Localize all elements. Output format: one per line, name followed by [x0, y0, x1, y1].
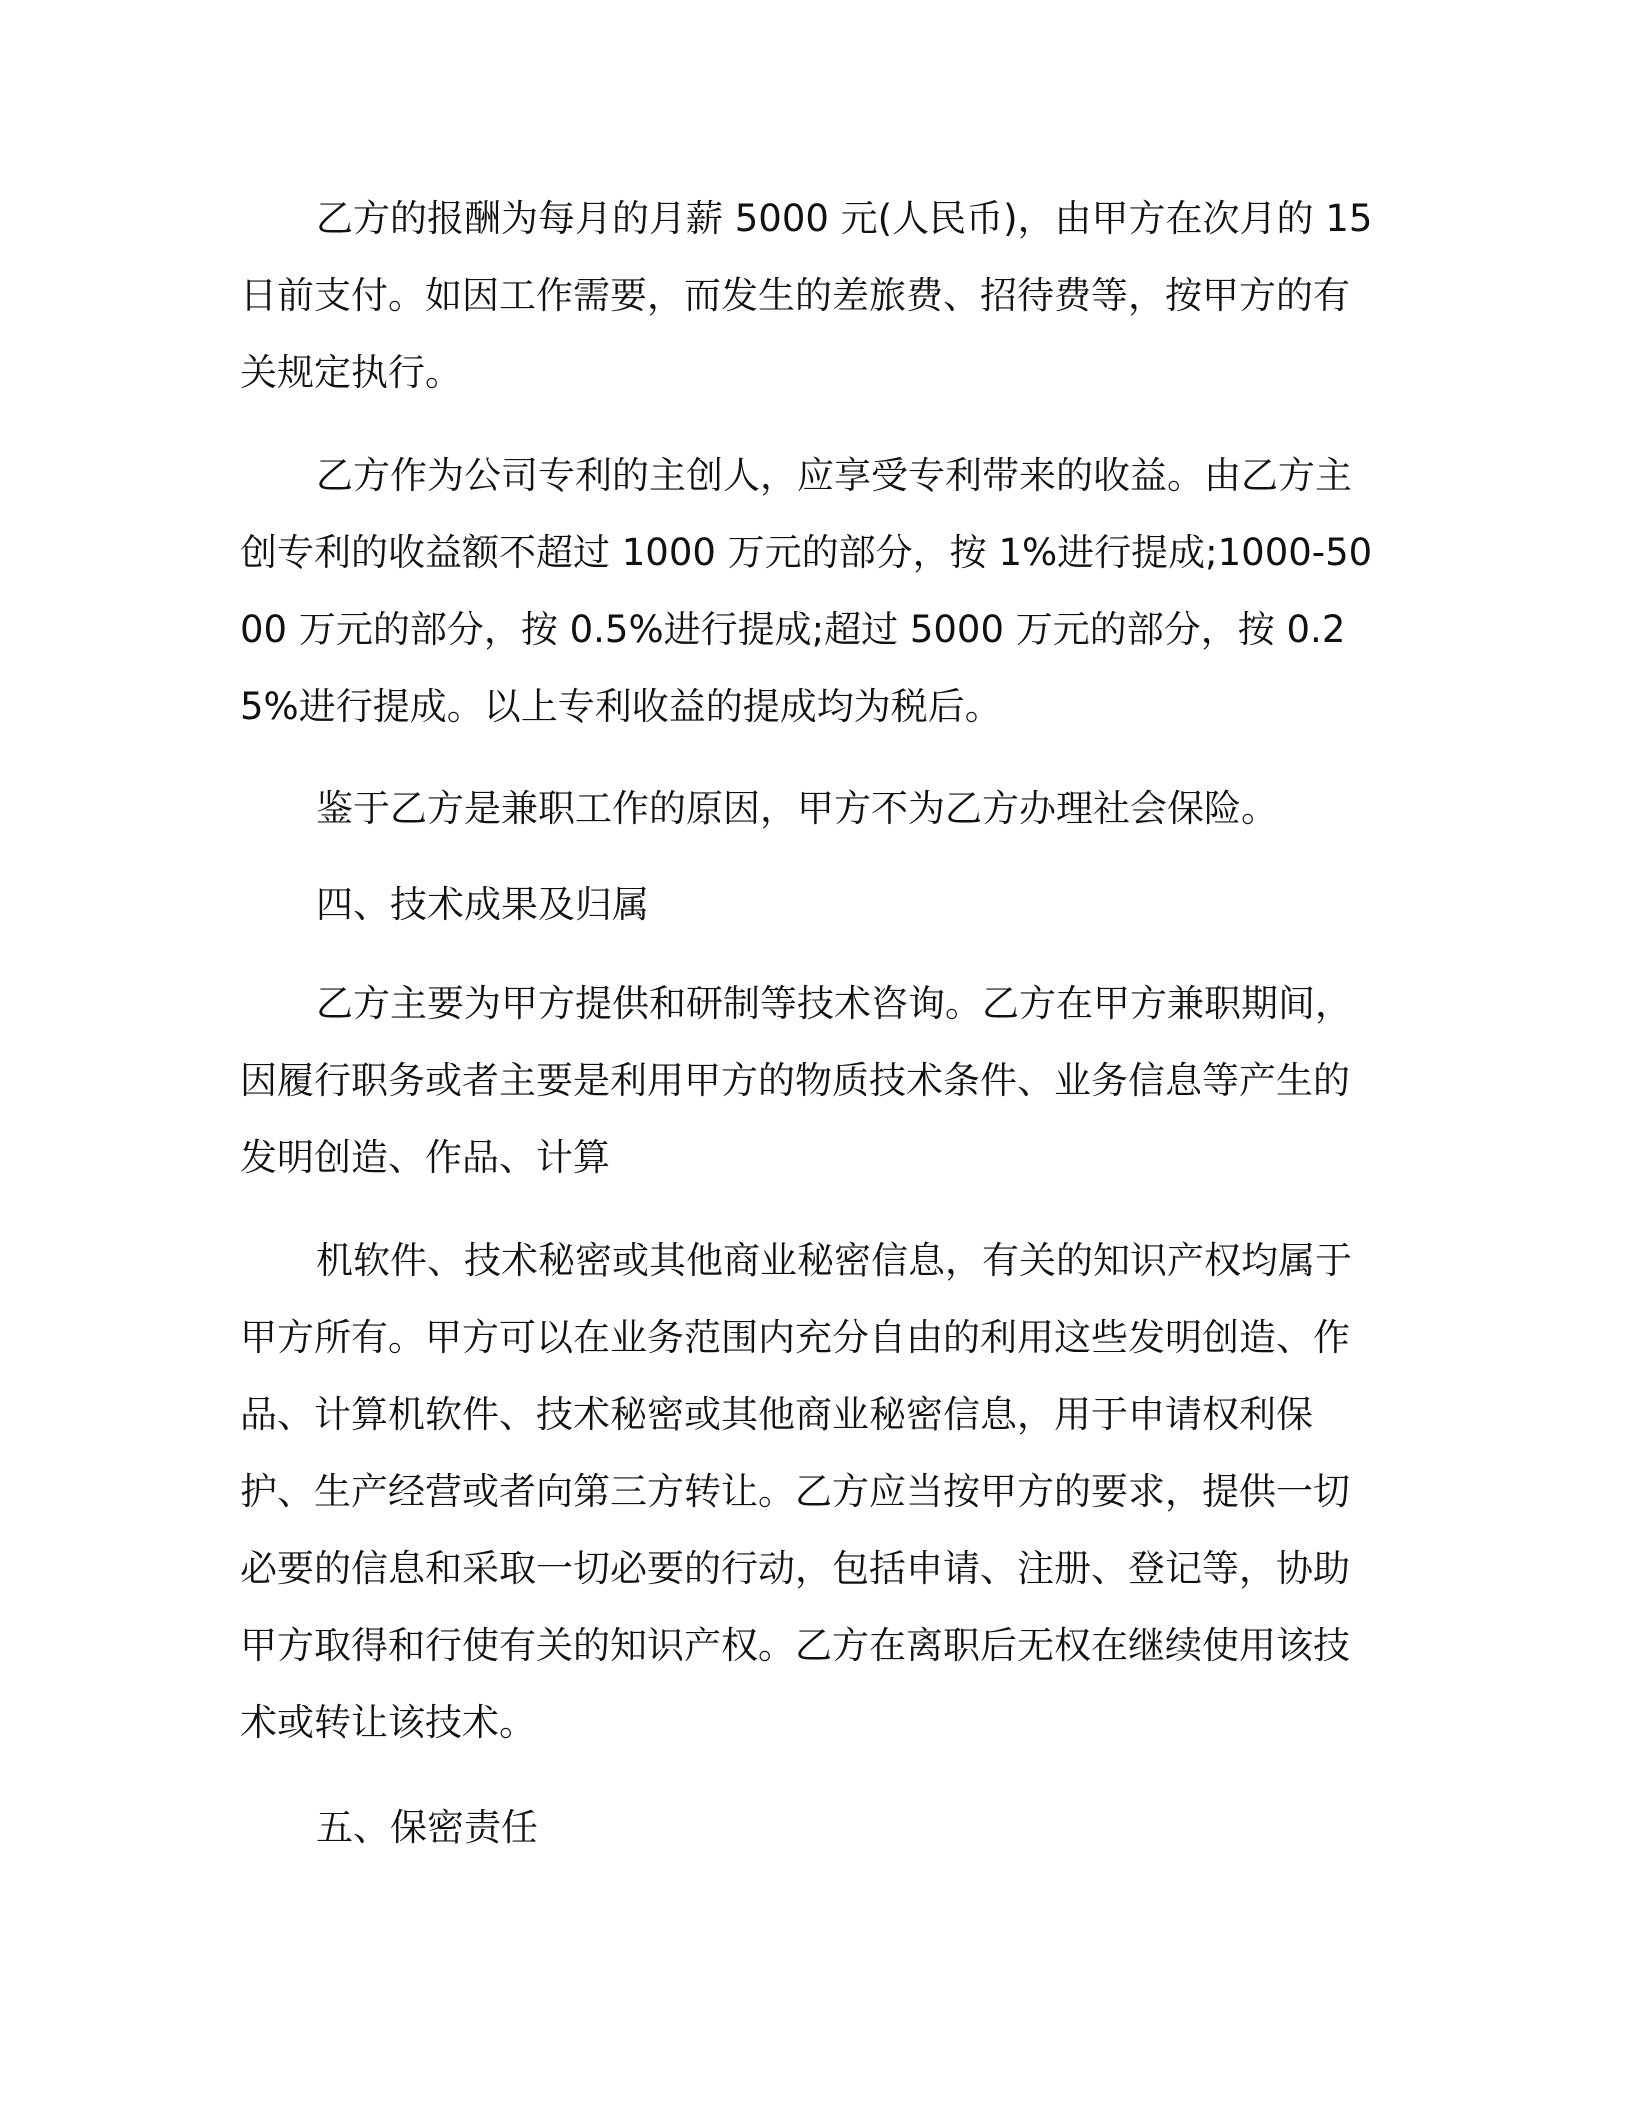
paragraph-compensation: 乙方的报酬为每月的月薪 5000 元(人民币)，由甲方在次月的 15 日前支付。如因工作需要，而发生的差旅费、招待费等，按甲方的有关规定执行。 — [240, 197, 1373, 394]
paragraph-patent-royalties: 乙方作为公司专利的主创人，应享受专利带来的收益。由乙方主创专利的收益额不超过 1000 万元的部分，按 1%进行提成;1000-5000 万元的部分，按 0.5%进行提成;超过 5000 万元的部分，按 0.25%进行提成。以上专利收益的提成均为税后。 — [240, 454, 1373, 728]
paragraph-social-insurance: 鉴于乙方是兼职工作的原因，甲方不为乙方办理社会保险。 — [316, 787, 1278, 830]
paragraph-technical-consulting: 乙方主要为甲方提供和研制等技术咨询。乙方在甲方兼职期间，因履行职务或者主要是利用甲方的物质技术条件、业务信息等产生的发明创造、作品、计算 — [240, 982, 1352, 1179]
section-heading-confidentiality: 五、保密责任 — [316, 1806, 538, 1849]
section-heading-technical-results: 四、技术成果及归属 — [316, 883, 649, 926]
paragraph-ip-ownership: 机软件、技术秘密或其他商业秘密信息，有关的知识产权均属于甲方所有。甲方可以在业务范围内充分自由的利用这些发明创造、作品、计算机软件、技术秘密或其他商业秘密信息，用于申请权利保护、生产经营或者向第三方转让。乙方应当按甲方的要求，提供一切必要的信息和采取一切必要的行动，包括申请、注册、登记等，协助甲方取得和行使有关的知识产权。乙方在离职后无权在继续使用该技术或转让该技术。 — [240, 1239, 1352, 1744]
